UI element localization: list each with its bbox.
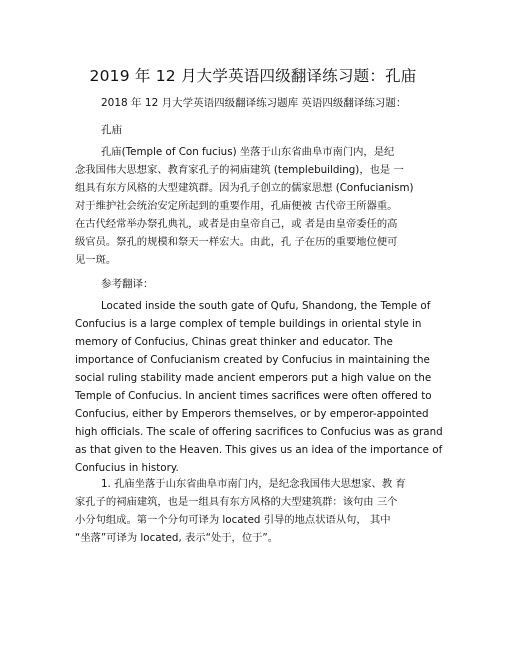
paragraph-line: 对于维护社会统治安定所起到的重要作用，孔庙便被 古代帝王所器重。 (75, 200, 398, 212)
paragraph-line: 在古代经常举办祭孔典礼，或者是由皇帝自己，或 者是由皇帝委任的高 (75, 218, 398, 230)
paragraph-line: 级官员。祭孔的规模和祭天一样宏大。由此，孔 子在历的重要地位便可 (75, 236, 398, 248)
reference-translation-label: 参考翻译： (101, 278, 154, 290)
note-paragraph (75, 475, 437, 547)
paragraph-line: 孔庙(Temple of Con fucius) 坐落于山东省曲阜市南门内，是纪 (101, 146, 395, 158)
document-subtitle: 2018 年 12 月大学英语四级翻译练习题库 英语四级翻译练习题： (101, 97, 407, 109)
paragraph-line: importance of Confucianism created by Confucius in maintaining the (75, 354, 430, 366)
paragraph-line: “坐落”可译为 located, 表示“处于，位于”。 (75, 532, 279, 544)
paragraph-line: 念我国伟大思想家、教育家孔子的祠庙建筑 (templebuilding)，也是 一 (75, 164, 404, 176)
paragraph-line: Temple of Confucius. In ancient times sacrifices were often offered to (75, 390, 432, 402)
paragraph-line: Confucius, either by Emperors themselves, or by emperor-appointed (75, 408, 429, 420)
paragraph-line: Confucius is a large complex of temple buildings in oriental style in (75, 318, 422, 330)
chinese-paragraph (75, 143, 437, 269)
paragraph-line: Located inside the south gate of Qufu, Shandong, the Temple of (101, 300, 431, 312)
paragraph-line: 见一斑。 (75, 254, 117, 266)
paragraph-line: memory of Confucius, Chinas great thinker and educator. The (75, 336, 393, 348)
document-title: 2019 年 12 月大学英语四级翻译练习题：孔庙 (89, 67, 417, 85)
paragraph-line: 家孔子的祠庙建筑，也是一组具有东方风格的大型建筑群：该句由 三个 (75, 496, 398, 508)
paragraph-line: 1. 孔庙坐落于山东省曲阜市南门内，是纪念我国伟大思想家、教 育 (101, 478, 406, 490)
english-paragraph (75, 297, 443, 477)
paragraph-line: high officials. The scale of offering sacrifices to Confucius was as grand (75, 426, 443, 438)
paragraph-line: social ruling stability made ancient emperors put a high value on the (75, 372, 432, 384)
paragraph-line: 小分句组成。第一个分句可译为 located 引导的地点状语从句， 其中 (75, 514, 391, 526)
section-heading: 孔庙 (101, 124, 122, 136)
paragraph-line: Confucius in history. (75, 462, 179, 474)
paragraph-line: as that given to the Heaven. This gives us an idea of the importance of (75, 444, 443, 456)
paragraph-line: 组具有东方风格的大型建筑群。因为孔子创立的儒家思想 (Confucianism) (75, 182, 414, 194)
